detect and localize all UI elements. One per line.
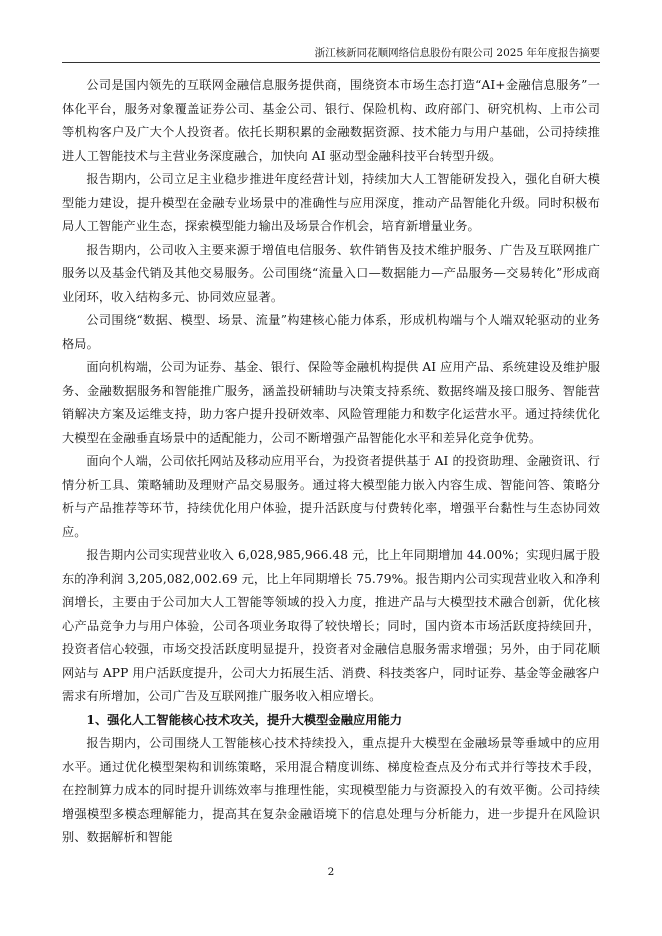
paragraph-core-capabilities: 公司围绕“数据、模型、场景、流量”构建核心能力体系，形成机构端与个人端双轮驱动的业务格局。	[62, 313, 600, 351]
paragraph-revenue-sources: 报告期内，公司收入主要来源于增值电信服务、软件销售及技术维护服务、广告及互联网推广服务以及基金代销及其他交易服务。公司围绕“流量入口—数据能力—产品服务—交易转化”形成商业闭环，收入结构多元、协同效应显著。	[62, 242, 600, 304]
header-title: 浙江核新同花顺网络信息股份有限公司 2025 年年度报告摘要	[314, 47, 600, 59]
section-heading: 1、强化人工智能核心技术攻关，提升大模型金融应用能力	[86, 712, 403, 727]
paragraph-annual-plan: 报告期内，公司立足主业稳步推进年度经营计划，持续加大人工智能研发投入，强化自研大模型能力建设，提升模型在金融专业场景中的准确性与应用深度，推动产品智能化升级。同时积极布局人工智能产业生态，探索模型能力输出及场景合作机会，培育新增量业务。	[62, 172, 600, 233]
page-footer	[0, 866, 662, 878]
document-body	[62, 74, 600, 850]
paragraph-ai-research: 报告期内，公司围绕人工智能核心技术持续投入，重点提升大模型在金融场景等垂域中的应用水平。通过优化模型架构和训练策略，采用混合精度训练、梯度检查点及分布式并行等技术手段，在控制算力成本的同时提升训练效率与推理性能，实现模型能力与资源投入的有效平衡。公司持续增强模型多模态理解能力，提高其在复杂金融语境下的信息处理与分析能力，进一步提升在风险识别、数据解析和智能	[62, 736, 600, 844]
paragraph-individual-clients: 面向个人端，公司依托网站及移动应用平台，为投资者提供基于 AI 的投资助理、金融资讯、行情分析工具、策略辅助及理财产品交易服务。通过将大模型能力嵌入内容生成、智能问答、策略分析与产品推荐等环节，持续优化用户体验，提升活跃度与付费转化率，增强平台黏性与生态协同效应。	[62, 454, 600, 539]
paragraph-financial-results: 报告期内公司实现营业收入 6,028,985,966.48 元，比上年同期增加 44.00%；实现归属于股东的净利润 3,205,082,002.69 元，比上年同期增长 75.79%。报告期内公司实现营业收入和净利润增长，主要由于公司加大人工智能等领域的投入力度，推进产品与大模型技术融合创新，优化核心产品竞争力与用户体验，公司各项业务取得了较快增长；同时，国内资本市场活跃度持续回升，投资者信心较强，市场交投活跃度明显提升，投资者对金融信息服务需求增强；另外，由于同花顺网站与 APP 用户活跃度提升，公司大力拓展生活、消费、科技类客户，同时证券、基金等金融客户需求有所增加，公司广告及互联网推广服务收入相应增长。	[62, 548, 600, 703]
page-header	[62, 46, 600, 60]
header-divider	[62, 62, 600, 63]
paragraph-institutional-clients: 面向机构端，公司为证券、基金、银行、保险等金融机构提供 AI 应用产品、系统建设及维护服务、金融数据服务和智能推广服务，涵盖投研辅助与决策支持系统、数据终端及接口服务、智能营销解决方案及运维支持，助力客户提升投研效率、风险管理能力和数字化运营水平。通过持续优化大模型在金融垂直场景中的适配能力，公司不断增强产品智能化水平和差异化竞争优势。	[62, 360, 600, 445]
paragraph-company-overview: 公司是国内领先的互联网金融信息服务提供商，围绕资本市场生态打造“AI+金融信息服务”一体化平台，服务对象覆盖证券公司、基金公司、银行、保险机构、政府部门、研究机构、上市公司等机构客户及广大个人投资者。依托长期积累的金融数据资源、技术能力与用户基础，公司持续推进人工智能技术与主营业务深度融合，加快向 AI 驱动型金融科技平台转型升级。	[62, 78, 600, 163]
page-number: 2	[327, 866, 335, 878]
